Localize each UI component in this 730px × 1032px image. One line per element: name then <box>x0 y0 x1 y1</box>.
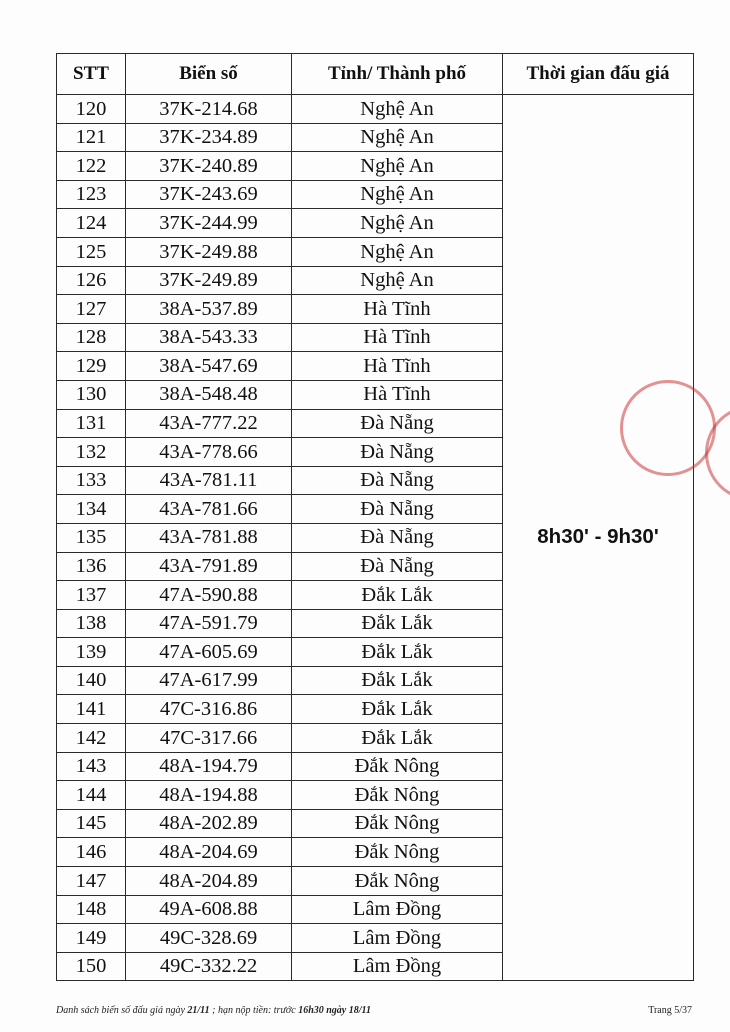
cell-stt: 141 <box>57 695 126 724</box>
cell-stt: 140 <box>57 666 126 695</box>
cell-plate: 37K-249.89 <box>126 266 292 295</box>
cell-stt: 123 <box>57 180 126 209</box>
footer-note <box>56 1005 371 1016</box>
header-stt: STT <box>57 54 126 95</box>
cell-stt: 130 <box>57 380 126 409</box>
cell-province: Đắk Lắk <box>292 609 503 638</box>
cell-stt: 144 <box>57 781 126 810</box>
cell-province: Đà Nẵng <box>292 552 503 581</box>
cell-plate: 49C-332.22 <box>126 952 292 981</box>
cell-plate: 48A-204.69 <box>126 838 292 867</box>
header-plate: Biển số <box>126 54 292 95</box>
cell-stt: 150 <box>57 952 126 981</box>
cell-stt: 143 <box>57 752 126 781</box>
cell-stt: 148 <box>57 895 126 924</box>
cell-stt: 132 <box>57 438 126 467</box>
cell-plate: 38A-543.33 <box>126 323 292 352</box>
cell-province: Nghệ An <box>292 237 503 266</box>
cell-stt: 147 <box>57 867 126 896</box>
cell-plate: 38A-548.48 <box>126 380 292 409</box>
cell-plate: 37K-243.69 <box>126 180 292 209</box>
cell-province: Đà Nẵng <box>292 523 503 552</box>
page-footer <box>56 1005 692 1016</box>
cell-plate: 47C-316.86 <box>126 695 292 724</box>
footer-deadline: 16h30 ngày 18/11 <box>298 1005 371 1016</box>
cell-plate: 37K-244.99 <box>126 209 292 238</box>
cell-plate: 47A-590.88 <box>126 581 292 610</box>
cell-plate: 47A-605.69 <box>126 638 292 667</box>
cell-stt: 124 <box>57 209 126 238</box>
cell-auction-time: 8h30' - 9h30' <box>503 95 694 981</box>
cell-plate: 38A-547.69 <box>126 352 292 381</box>
footer-note-middle: ; hạn nộp tiền: trước <box>212 1005 296 1016</box>
cell-plate: 48A-202.89 <box>126 809 292 838</box>
cell-plate: 48A-194.79 <box>126 752 292 781</box>
cell-province: Hà Tĩnh <box>292 295 503 324</box>
cell-plate: 43A-778.66 <box>126 438 292 467</box>
cell-province: Nghệ An <box>292 152 503 181</box>
cell-province: Nghệ An <box>292 123 503 152</box>
cell-plate: 43A-781.66 <box>126 495 292 524</box>
header-province: Tỉnh/ Thành phố <box>292 54 503 95</box>
cell-province: Hà Tĩnh <box>292 323 503 352</box>
cell-stt: 128 <box>57 323 126 352</box>
cell-plate: 47C-317.66 <box>126 724 292 753</box>
cell-stt: 133 <box>57 466 126 495</box>
footer-note-prefix: Danh sách biển số đấu giá ngày <box>56 1005 185 1016</box>
cell-stt: 134 <box>57 495 126 524</box>
cell-plate: 37K-249.88 <box>126 237 292 266</box>
table-body <box>57 95 694 981</box>
cell-province: Nghệ An <box>292 180 503 209</box>
cell-stt: 138 <box>57 609 126 638</box>
cell-province: Lâm Đồng <box>292 952 503 981</box>
red-seal-stamp <box>705 405 730 501</box>
cell-province: Lâm Đồng <box>292 924 503 953</box>
cell-plate: 48A-194.88 <box>126 781 292 810</box>
cell-stt: 146 <box>57 838 126 867</box>
cell-province: Đắk Lắk <box>292 638 503 667</box>
cell-stt: 139 <box>57 638 126 667</box>
cell-province: Hà Tĩnh <box>292 380 503 409</box>
cell-province: Nghệ An <box>292 266 503 295</box>
cell-plate: 47A-591.79 <box>126 609 292 638</box>
footer-auction-date: 21/11 <box>187 1005 210 1016</box>
cell-plate: 38A-537.89 <box>126 295 292 324</box>
cell-province: Đắk Lắk <box>292 666 503 695</box>
cell-stt: 129 <box>57 352 126 381</box>
cell-stt: 136 <box>57 552 126 581</box>
cell-plate: 48A-204.89 <box>126 867 292 896</box>
cell-province: Đà Nẵng <box>292 409 503 438</box>
cell-plate: 49C-328.69 <box>126 924 292 953</box>
cell-province: Đắk Nông <box>292 809 503 838</box>
cell-stt: 127 <box>57 295 126 324</box>
cell-stt: 142 <box>57 724 126 753</box>
cell-stt: 120 <box>57 95 126 124</box>
cell-plate: 43A-781.88 <box>126 523 292 552</box>
cell-province: Đắk Nông <box>292 867 503 896</box>
cell-stt: 121 <box>57 123 126 152</box>
cell-province: Đắk Nông <box>292 752 503 781</box>
cell-stt: 125 <box>57 237 126 266</box>
cell-stt: 149 <box>57 924 126 953</box>
cell-province: Hà Tĩnh <box>292 352 503 381</box>
cell-stt: 145 <box>57 809 126 838</box>
cell-stt: 122 <box>57 152 126 181</box>
cell-province: Đà Nẵng <box>292 438 503 467</box>
cell-province: Đắk Lắk <box>292 581 503 610</box>
cell-plate: 37K-240.89 <box>126 152 292 181</box>
table-header-row <box>57 54 694 95</box>
cell-province: Đắk Lắk <box>292 695 503 724</box>
cell-province: Đắk Lắk <box>292 724 503 753</box>
cell-stt: 137 <box>57 581 126 610</box>
cell-province: Nghệ An <box>292 209 503 238</box>
cell-province: Đắk Nông <box>292 781 503 810</box>
cell-province: Lâm Đồng <box>292 895 503 924</box>
cell-province: Nghệ An <box>292 95 503 124</box>
cell-plate: 43A-777.22 <box>126 409 292 438</box>
cell-plate: 37K-234.89 <box>126 123 292 152</box>
cell-stt: 135 <box>57 523 126 552</box>
cell-plate: 43A-791.89 <box>126 552 292 581</box>
header-time: Thời gian đấu giá <box>503 54 694 95</box>
cell-plate: 43A-781.11 <box>126 466 292 495</box>
cell-province: Đà Nẵng <box>292 495 503 524</box>
cell-stt: 126 <box>57 266 126 295</box>
cell-plate: 49A-608.88 <box>126 895 292 924</box>
license-plate-table <box>56 53 694 981</box>
table-row <box>57 95 694 124</box>
page-number: Trang 5/37 <box>648 1005 692 1016</box>
cell-stt: 131 <box>57 409 126 438</box>
cell-province: Đắk Nông <box>292 838 503 867</box>
cell-plate: 47A-617.99 <box>126 666 292 695</box>
cell-province: Đà Nẵng <box>292 466 503 495</box>
cell-plate: 37K-214.68 <box>126 95 292 124</box>
